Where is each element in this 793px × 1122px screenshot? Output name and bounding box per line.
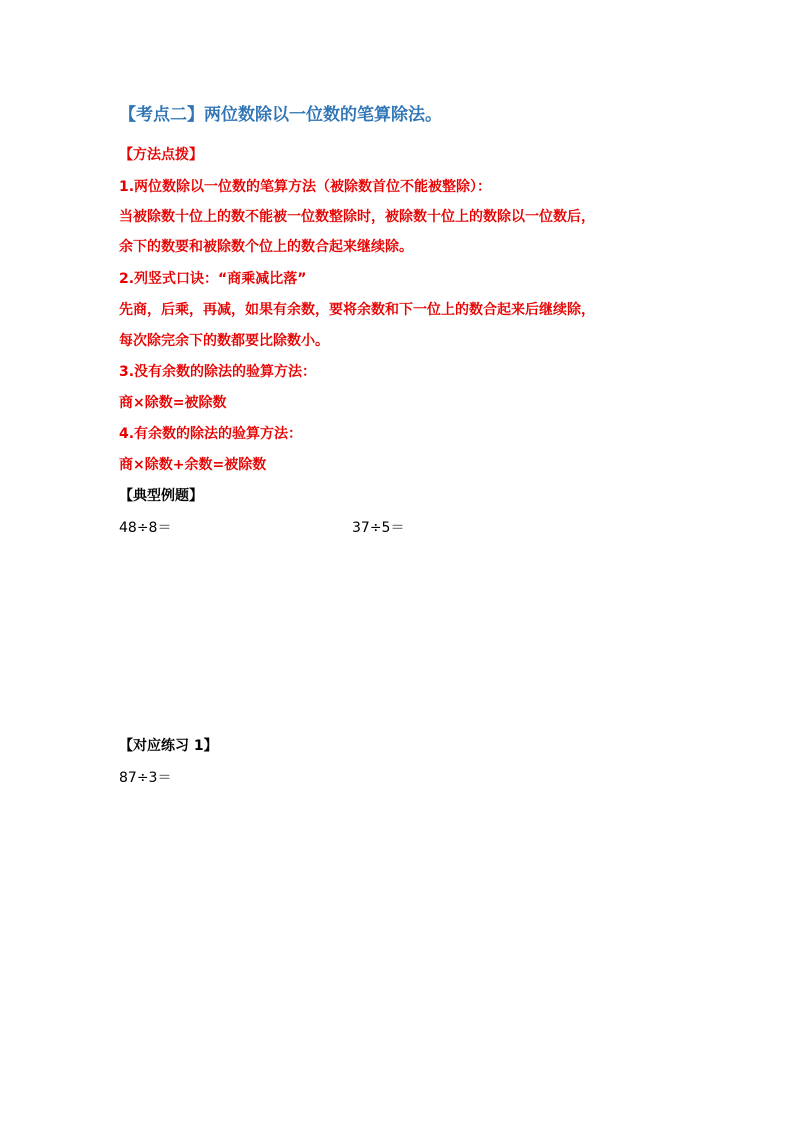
method-line-8: 商×除数=被除数 bbox=[119, 395, 227, 411]
method-line-1: 1.两位数除以一位数的笔算方法（被除数首位不能被整除）： bbox=[119, 179, 492, 195]
example-header: 【典型例题】 bbox=[119, 488, 203, 504]
method-line-10: 商×除数+余数=被除数 bbox=[119, 457, 267, 473]
method-header: 【方法点拨】 bbox=[119, 147, 203, 163]
example-problem-2: 37÷5＝ bbox=[352, 520, 405, 536]
page-title: 【考点二】两位数除以一位数的笔算除法。 bbox=[119, 105, 442, 125]
method-line-4: 2.列竖式口诀：“商乘减比落” bbox=[119, 271, 307, 287]
method-line-2: 当被除数十位上的数不能被一位数整除时，被除数十位上的数除以一位数后， bbox=[119, 209, 595, 225]
method-line-3: 余下的数要和被除数个位上的数合起来继续除。 bbox=[119, 239, 413, 255]
method-line-7: 3.没有余数的除法的验算方法： bbox=[119, 364, 317, 380]
method-line-5: 先商，后乘，再减，如果有余数，要将余数和下一位上的数合起来后继续除， bbox=[119, 302, 595, 318]
method-line-6: 每次除完余下的数都要比除数小。 bbox=[119, 333, 329, 349]
practice-problem-1: 87÷3＝ bbox=[119, 770, 172, 786]
example-problem-1: 48÷8＝ bbox=[119, 520, 172, 536]
method-line-9: 4.有余数的除法的验算方法： bbox=[119, 426, 303, 442]
practice-header: 【对应练习 1】 bbox=[119, 738, 218, 754]
